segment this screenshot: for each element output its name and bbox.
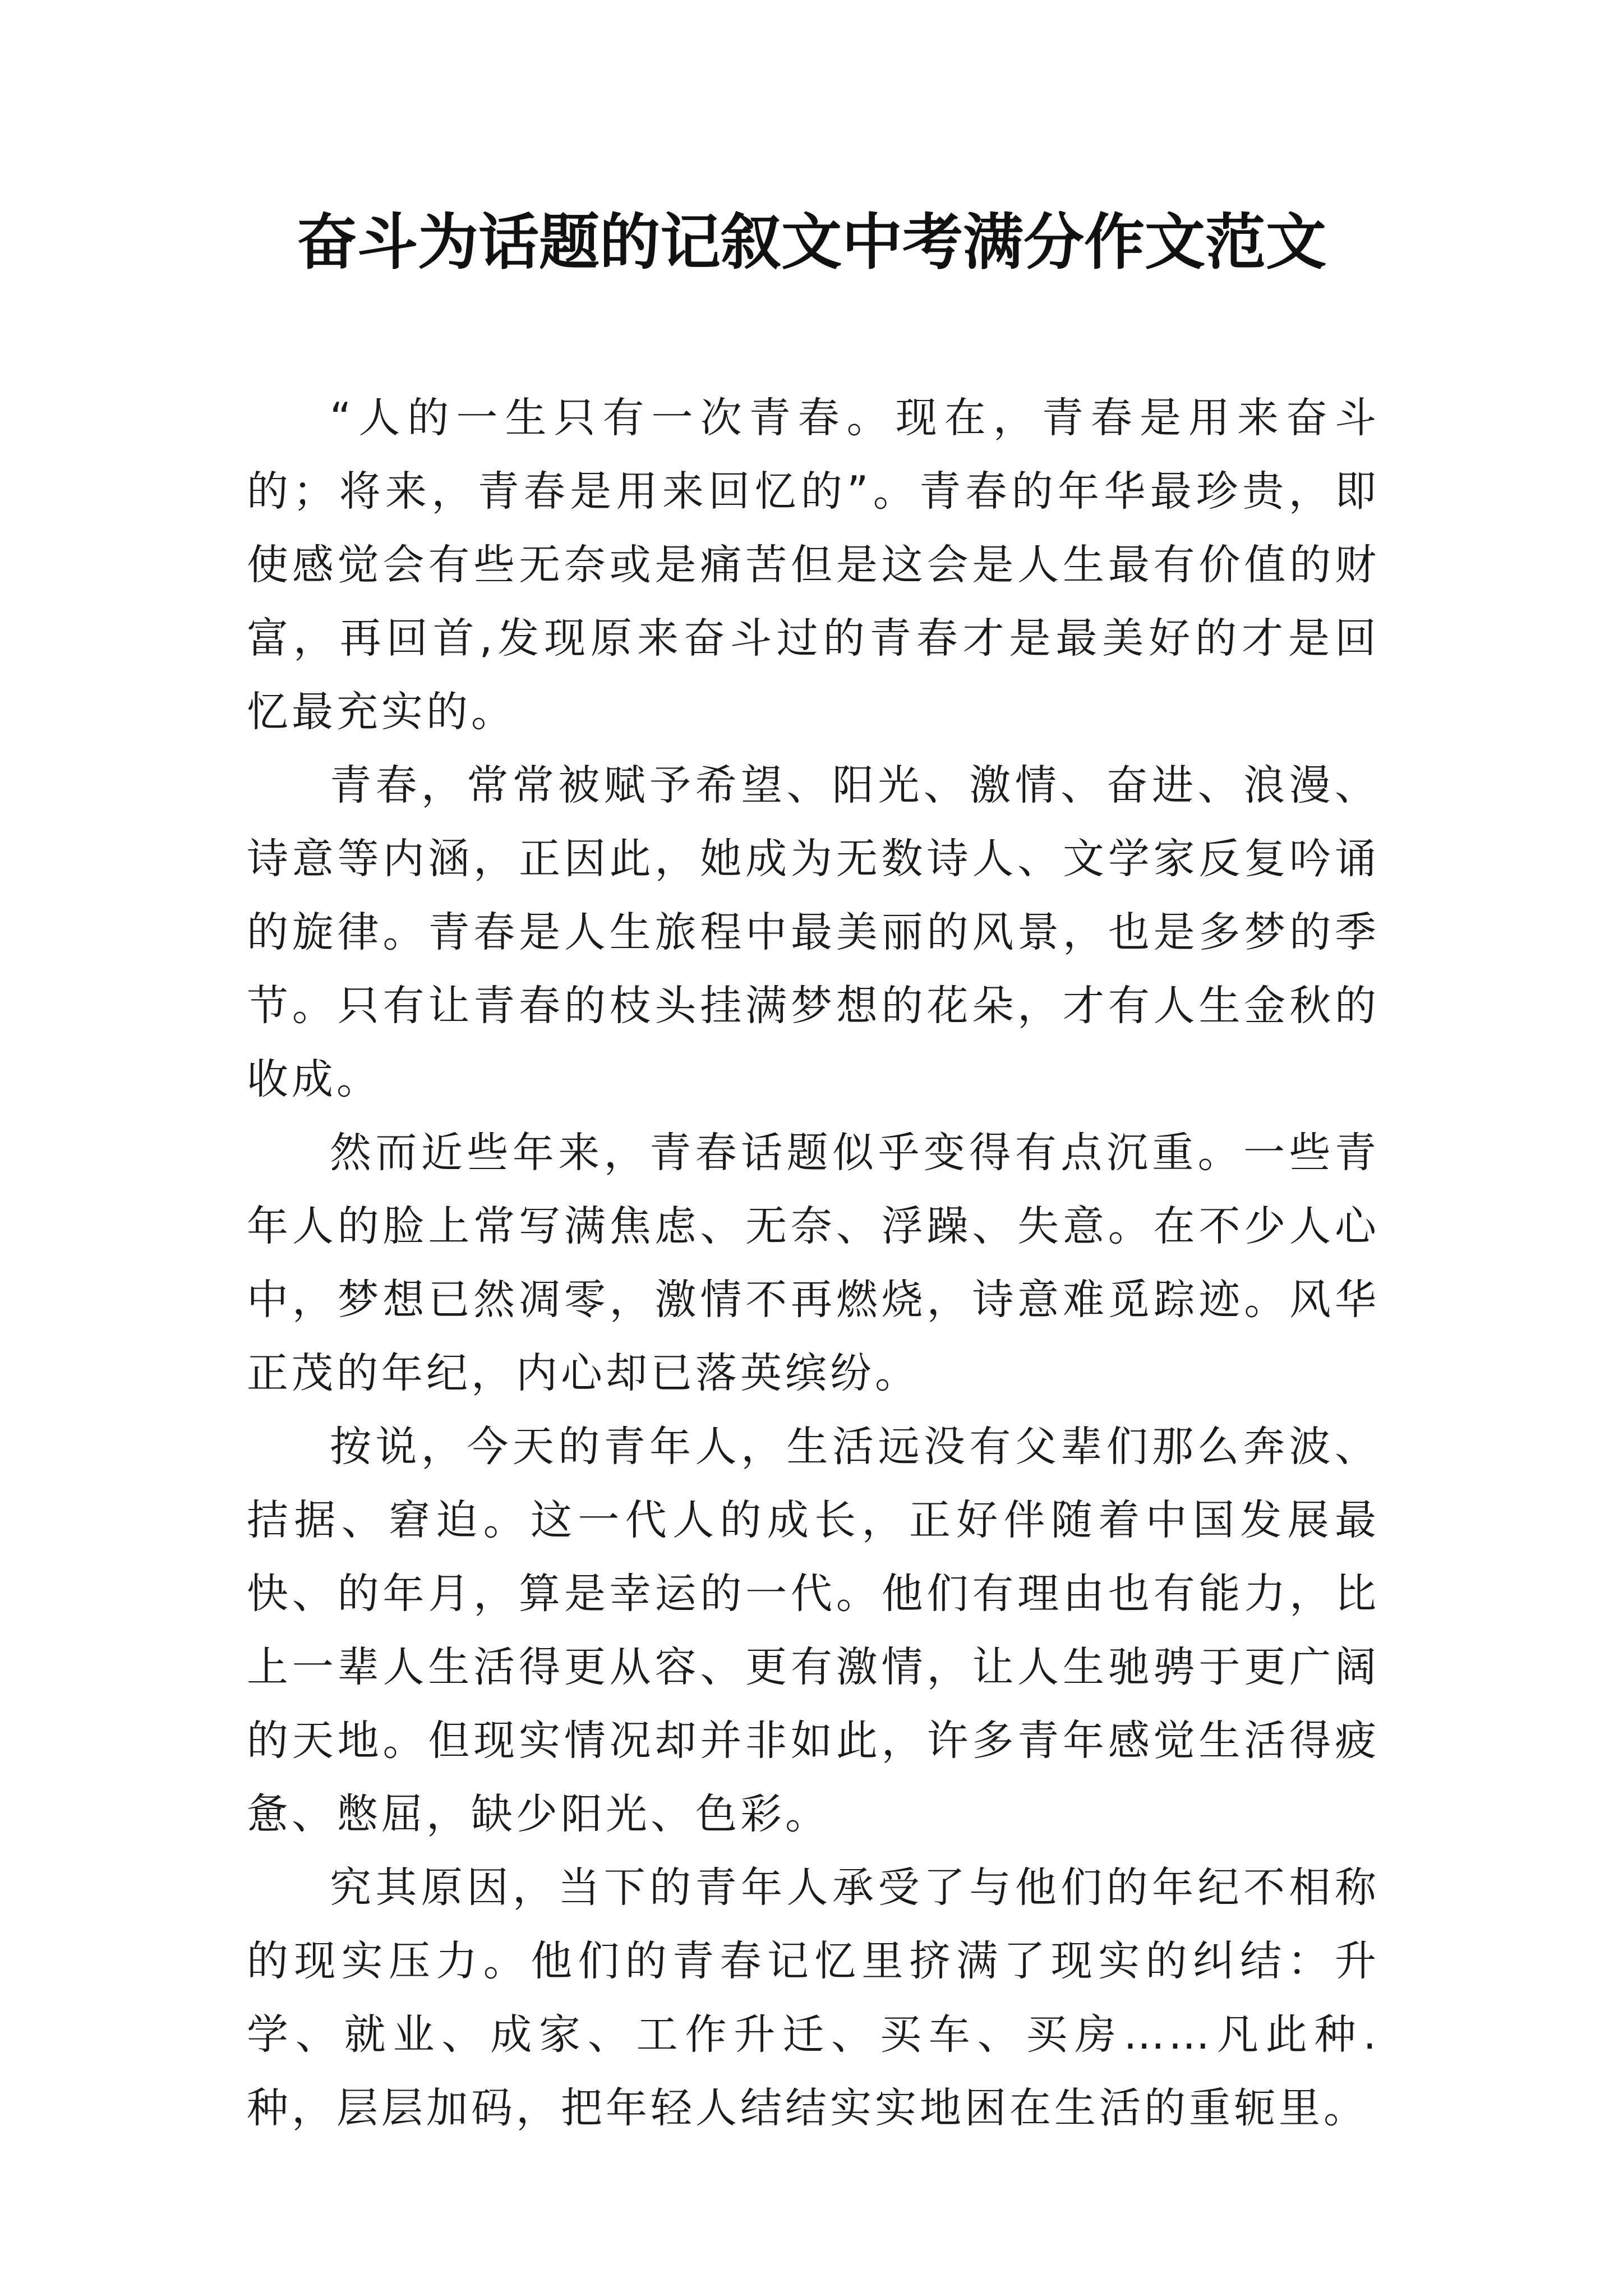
paragraph-2: 青春，常常被赋予希望、阳光、激情、奋进、浪漫、诗意等内涵，正因此，她成为无数诗人、文学家反复吟诵的旋律。青春是人生旅程中最美丽的风景，也是多梦的季节。只有让青春的枝头挂满梦想的花朵，才有人生金秋的收成。 bbox=[247, 761, 1380, 1103]
paragraph-5: 究其原因，当下的青年人承受了与他们的年纪不相称的现实压力。他们的青春记忆里挤满了现实的纠结：升学、就业、成家、工作升迁、买车、买房……凡此种.种，层层加码，把年轻人结结实实地困在生活的重轭里。 bbox=[247, 1864, 1380, 2132]
paragraph-1: “人的一生只有一次青春。现在，青春是用来奋斗的；将来，青春是用来回忆的”。青春的年华最珍贵，即使感觉会有些无奈或是痛苦但是这会是人生最有价值的财富，再回首,发现原来奋斗过的青春才是最美好的才是回忆最充实的。 bbox=[247, 394, 1380, 736]
document-body bbox=[247, 381, 1380, 2145]
paragraph-4: 按说，今天的青年人，生活远没有父辈们那么奔波、拮据、窘迫。这一代人的成长，正好伴随着中国发展最快、的年月，算是幸运的一代。他们有理由也有能力，比上一辈人生活得更从容、更有激情，让人生驰骋于更广阔的天地。但现实情况却并非如此，许多青年感觉生活得疲惫、憋屈，缺少阳光、色彩。 bbox=[247, 1423, 1380, 1838]
paragraph-3: 然而近些年来，青春话题似乎变得有点沉重。一些青年人的脸上常写满焦虑、无奈、浮躁、失意。在不少人心中，梦想已然凋零，激情不再燃烧，诗意难觅踪迹。风华正茂的年纪，内心却已落英缤纷。 bbox=[247, 1129, 1380, 1397]
document-title: 奋斗为话题的记叙文中考满分作文范文 bbox=[296, 207, 1326, 278]
